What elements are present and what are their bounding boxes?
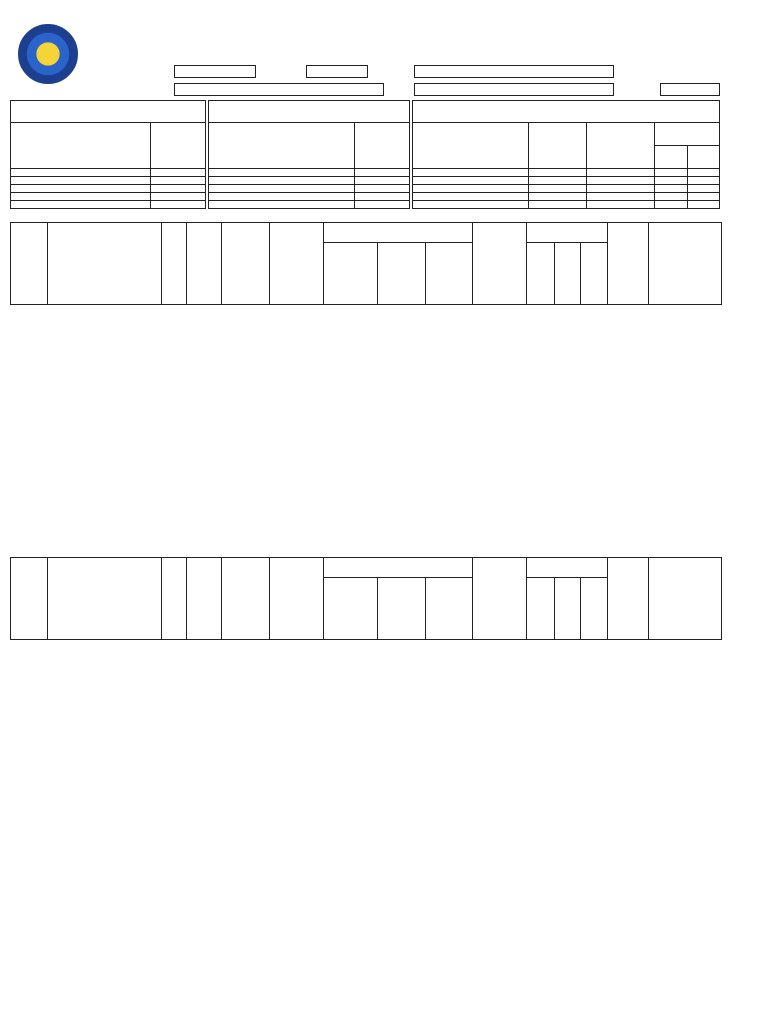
minor-header xyxy=(425,243,473,305)
nature-header xyxy=(270,223,324,305)
total-header xyxy=(607,223,648,305)
day-header xyxy=(527,243,555,305)
name-header xyxy=(48,223,162,305)
division-field[interactable] xyxy=(414,65,614,78)
section-c-table xyxy=(412,100,720,209)
section-c-title xyxy=(413,101,720,123)
incumbent-header xyxy=(151,123,206,169)
edu-header xyxy=(323,558,472,578)
major-header xyxy=(377,578,425,640)
personnel-table-top xyxy=(10,222,722,305)
subject-header xyxy=(473,223,527,305)
section-a-table xyxy=(10,100,206,209)
total-header xyxy=(607,558,648,640)
remarks-header xyxy=(649,223,722,305)
incumbent-header-b xyxy=(355,123,410,169)
section-b-table xyxy=(208,100,410,209)
school-id-field[interactable] xyxy=(174,65,256,78)
school-name-field[interactable] xyxy=(174,83,384,96)
sex-header xyxy=(162,223,187,305)
degree-header xyxy=(323,578,377,640)
remarks-header xyxy=(649,558,722,640)
school-year-field[interactable] xyxy=(660,83,720,96)
designation-header xyxy=(413,123,529,169)
position-header xyxy=(222,223,270,305)
section-b-title xyxy=(209,101,410,123)
subject-header xyxy=(473,558,527,640)
plantilla-header-b xyxy=(209,123,355,169)
teaching-header xyxy=(655,146,688,169)
minor-header xyxy=(425,578,473,640)
appointment-header xyxy=(529,123,587,169)
daily-header xyxy=(527,558,608,578)
emp-no-header xyxy=(11,223,48,305)
fund-header xyxy=(187,223,222,305)
position-header xyxy=(222,558,270,640)
daily-header xyxy=(527,223,608,243)
incumbent-header-c xyxy=(655,123,720,146)
emp-no-header xyxy=(11,558,48,640)
fund-source-header xyxy=(587,123,655,169)
name-header xyxy=(48,558,162,640)
degree-header xyxy=(323,243,377,305)
deped-seal-logo xyxy=(18,24,78,84)
personnel-table-bottom xyxy=(10,557,722,640)
from-header xyxy=(555,578,581,640)
district-field[interactable] xyxy=(414,83,614,96)
plantilla-header xyxy=(11,123,151,169)
to-header xyxy=(580,578,607,640)
edu-header xyxy=(323,223,472,243)
from-header xyxy=(555,243,581,305)
nature-header xyxy=(270,558,324,640)
region-field[interactable] xyxy=(306,65,368,78)
to-header xyxy=(580,243,607,305)
major-header xyxy=(377,243,425,305)
sex-header xyxy=(162,558,187,640)
fund-header xyxy=(187,558,222,640)
non-teaching-header xyxy=(687,146,720,169)
day-header xyxy=(527,578,555,640)
section-a-title xyxy=(11,101,206,123)
